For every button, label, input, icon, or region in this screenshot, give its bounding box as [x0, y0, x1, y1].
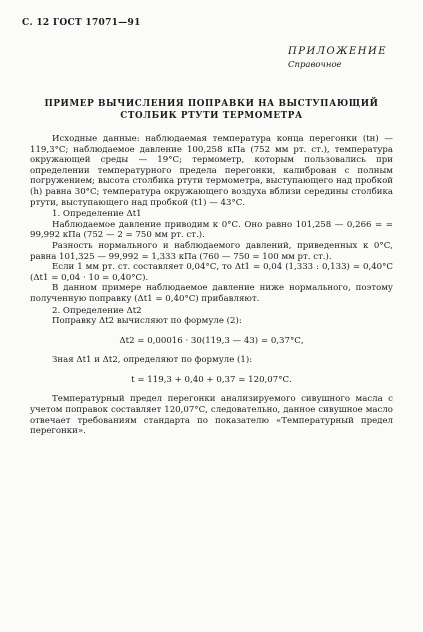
appendix-note: Справочное: [288, 59, 342, 70]
document-body: [30, 134, 393, 437]
formula-delta-t2: Δt2 = 0,00016 · 30(119,3 — 43) = 0,37°С,: [119, 335, 304, 346]
page-header: С. 12 ГОСТ 17071—91: [22, 18, 141, 28]
appendix-label: ПРИЛОЖЕНИЕ: [288, 46, 387, 57]
section-heading-1: 1. Определение Δt1: [52, 209, 142, 220]
title-line-2: СТОЛБИК РТУТИ ТЕРМОМЕТРА: [120, 111, 303, 121]
section-heading-2: 2. Определение Δt2: [52, 305, 142, 316]
title-line-1: ПРИМЕР ВЫЧИСЛЕНИЯ ПОПРАВКИ НА ВЫСТУПАЮЩИЙ: [44, 99, 379, 109]
document-title: [30, 98, 393, 122]
paragraph-formula-1-intro: Зная Δt1 и Δt2, определяют по формуле (1):: [52, 355, 253, 366]
paragraph-pressure: Наблюдаемое давление приводим к 0°С. Оно равно 101,258 — 0,266 = = 99,992 кПа (752 — 2 = 750 мм рт. ст.).: [30, 219, 393, 241]
appendix-label-block: [288, 47, 387, 70]
paragraph-correction-1: Если 1 мм рт. ст. составляет 0,04°С, то Δt1 = 0,04 (1,333 : 0,133) = 0,40°С (Δt1 = 0,04 · 10 = 0,40°С).: [30, 262, 393, 283]
paragraph-pressure-difference: Разность нормального и наблюдаемого давлений, приведенных к 0°С, равна 101,325 — 99,992 = 1,333 кПа (760 — 750 = 100 мм рт. ст.).: [30, 240, 393, 262]
paragraph-initial-data: Исходные данные: наблюдаемая температура конца перегонки (tн) — 119,3°С; наблюдаемое давление 100,258 кПа (752 мм рт. ст.), температура окружающей среды — 19°С; термометр, которым пользовались при определении температурного предела перегонки, калиброван с полным погружением; высота столбика ртути термометра, выступающего над пробкой (h) равна 30°С; температура окружающего воздуха вблизи середины столбика ртути, выступающего над пробкой (t1) — 43°С.: [30, 134, 393, 208]
paragraph-formula-2-intro: Поправку Δt2 вычисляют по формуле (2):: [52, 316, 242, 327]
paragraph-add-correction: В данном примере наблюдаемое давление ниже нормального, поэтому полученную поправку (Δt1 = 0,40°С) прибавляют.: [30, 283, 393, 304]
paragraph-conclusion: Температурный предел перегонки анализируемого сивушного масла с учетом поправок составляет 120,07°С, следовательно, данное сивушное масло отвечает требованиям стандарта по показателю «Температурный предел перегонки».: [30, 394, 393, 437]
formula-total: t = 119,3 + 0,40 + 0,37 = 120,07°С.: [131, 374, 292, 385]
